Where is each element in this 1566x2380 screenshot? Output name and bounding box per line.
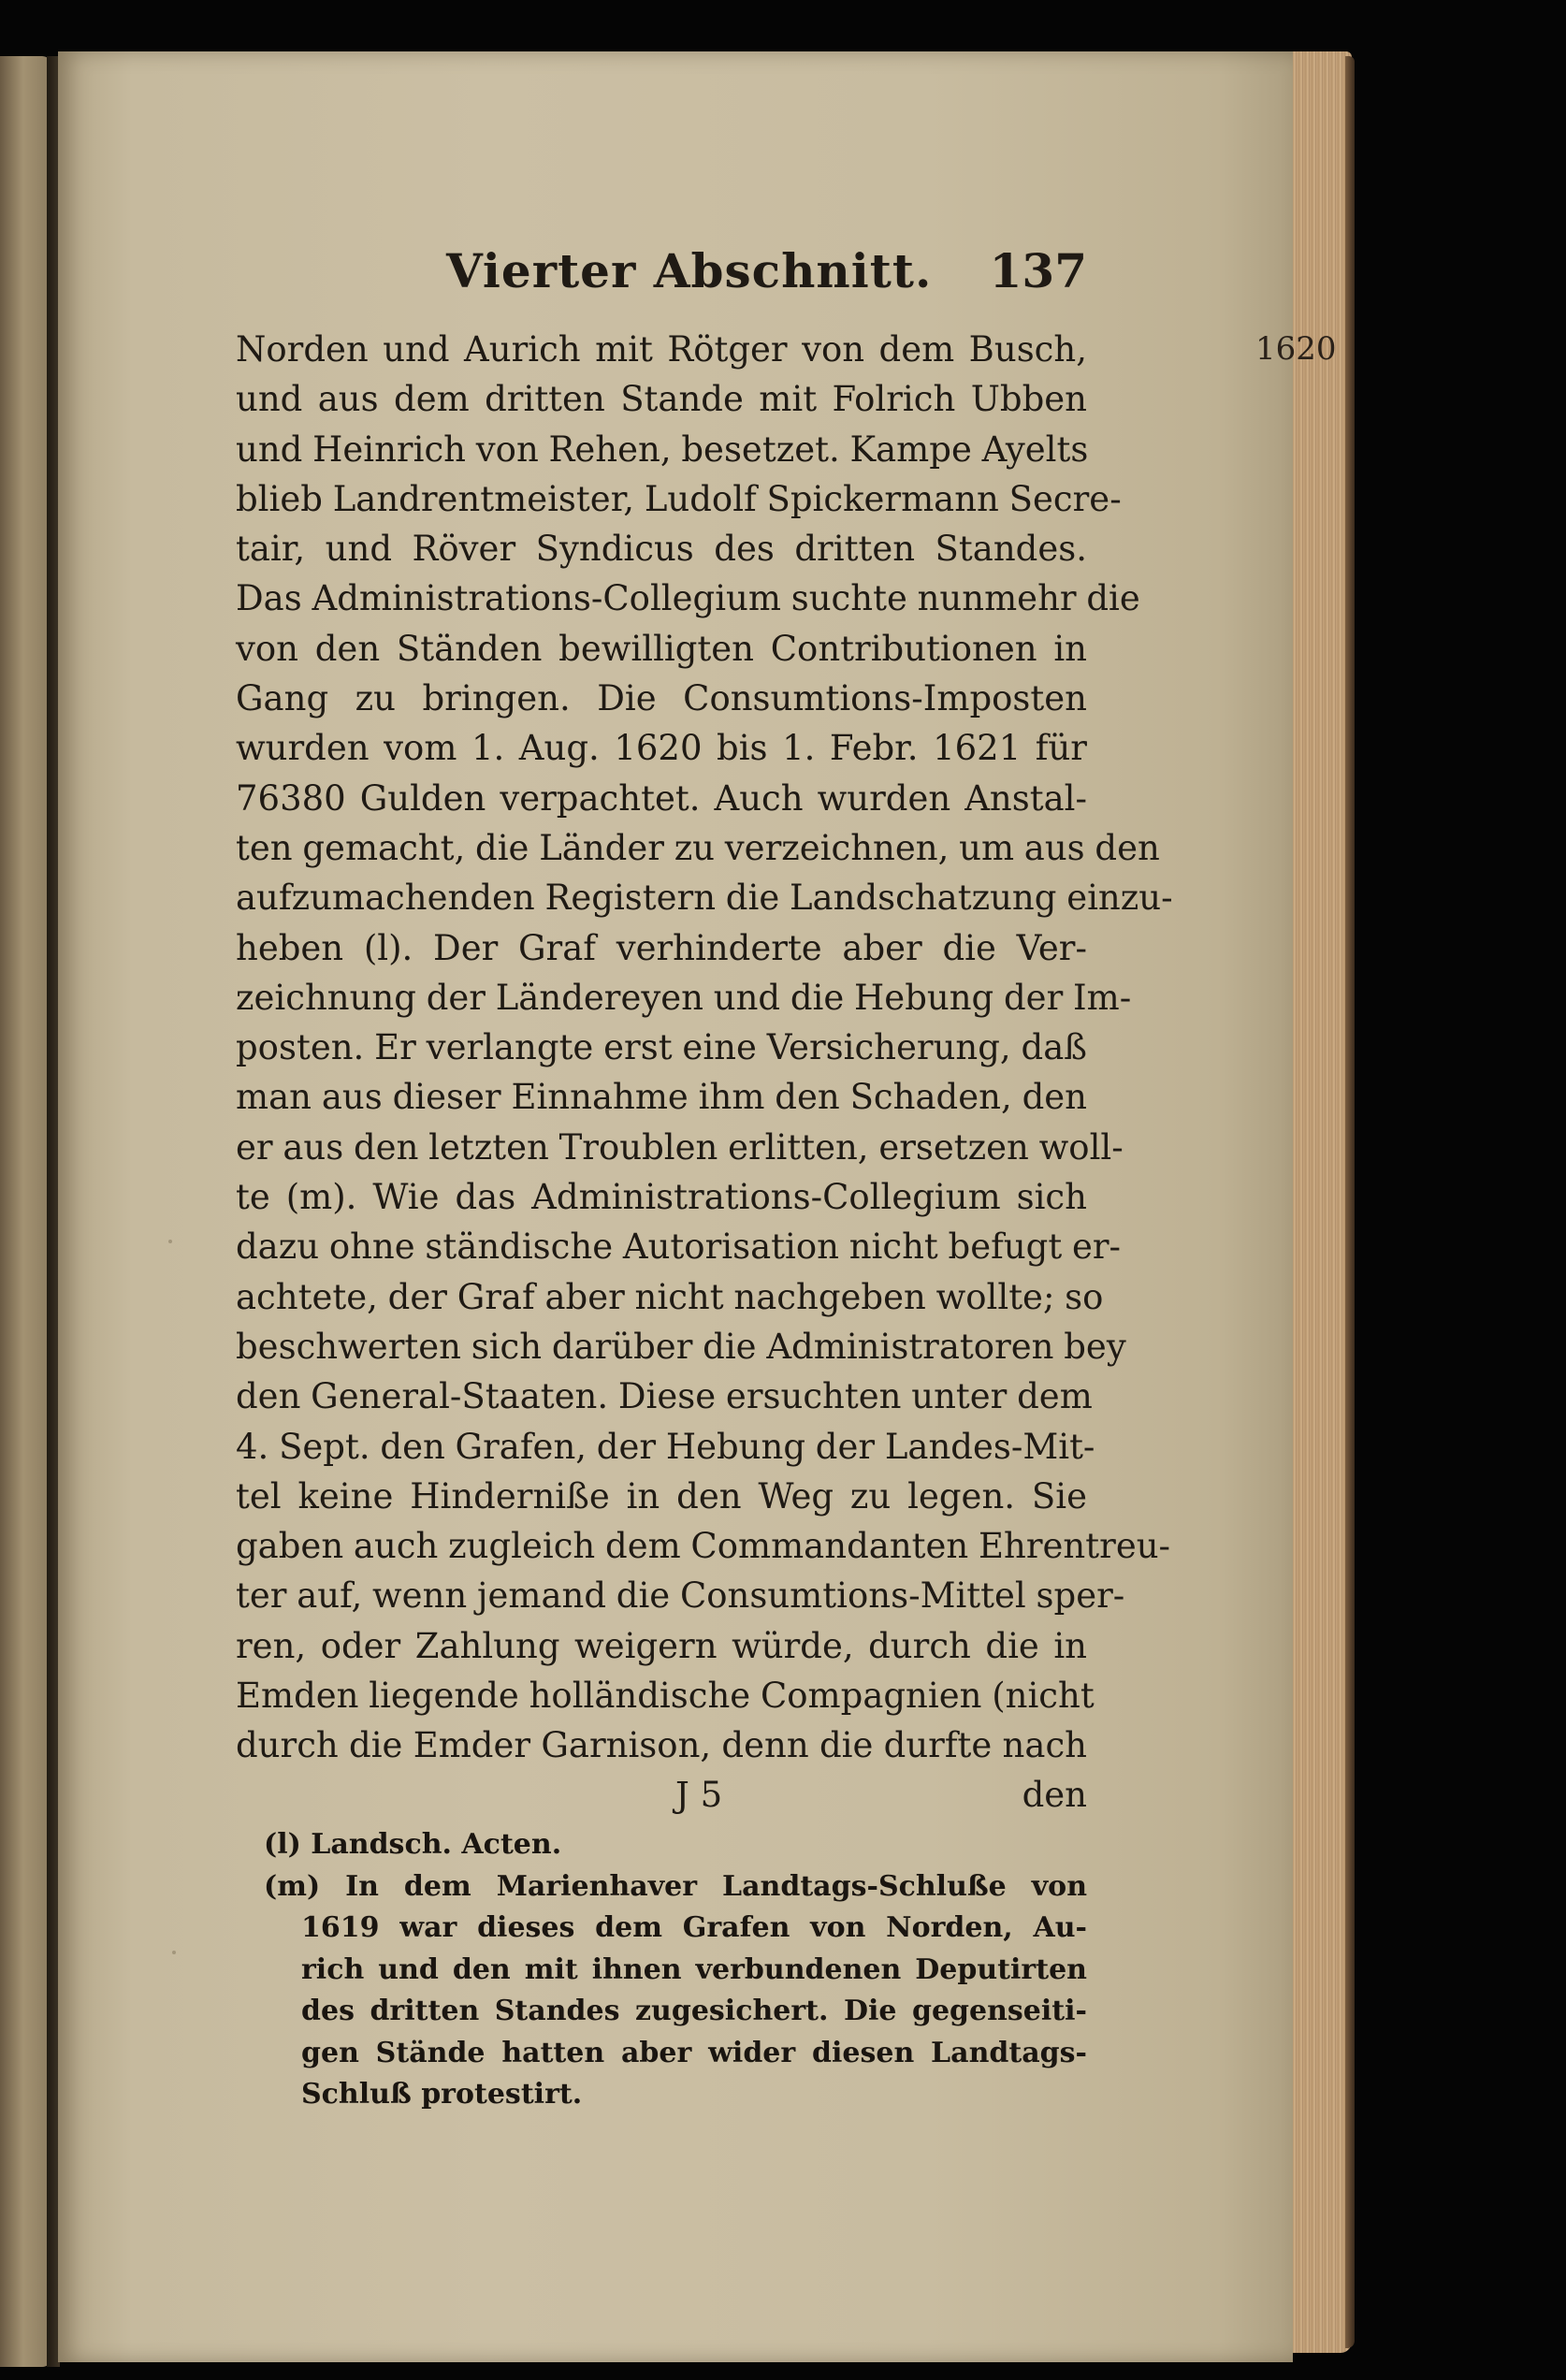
text-line: dazu ohne ständische Autorisation nicht befugt er- (236, 1226, 1122, 1268)
text-line: den General-Staaten. Diese ersuchten unter dem (236, 1376, 1093, 1417)
footnote-l: (l) Landsch. Acten. (264, 1828, 562, 1861)
text-line: man aus dieser Einnahme ihm den Schaden, den (236, 1077, 1087, 1118)
text-line: Norden und Aurich mit Rötger von dem Busch, (236, 329, 1087, 370)
text-line: 4. Sept. den Grafen, der Hebung der Landes-Mit- (236, 1426, 1095, 1467)
text-line: ter auf, wenn jemand die Consumtions-Mittel sper- (236, 1575, 1125, 1617)
text-line: tair, und Röver Syndicus des dritten Standes. (236, 529, 1087, 570)
text-line: achtete, der Graf aber nicht nachgeben wollte; so (236, 1276, 1104, 1317)
footnote-m-line: des dritten Standes zugesichert. Die gegenseiti- (301, 1995, 1087, 2027)
text-line: von den Ständen bewilligten Contributionen in (236, 628, 1087, 669)
text-line: ten gemacht, die Länder zu verzeichnen, um aus den (236, 827, 1160, 868)
margin-year-note: 1620 (1255, 330, 1337, 368)
running-title: Vierter Abschnitt. (446, 243, 933, 298)
text-line: tel keine Hinderniße in den Weg zu legen. Sie (236, 1475, 1087, 1517)
footnote-m: (m) In dem Marienhaver Landtags-Schluße von (264, 1869, 1087, 1903)
text-line: durch die Emder Garnison, denn die durfte nach (236, 1725, 1087, 1766)
signature-row (236, 1769, 1087, 1821)
running-head (236, 243, 1087, 309)
previous-page-edge (0, 56, 51, 2367)
text-line: gaben auch zugleich dem Commandanten Ehrentreu- (236, 1526, 1171, 1567)
footnote-m-line: rich und den mit ihnen verbundenen Deputirten (301, 1952, 1087, 1986)
text-line: zeichnung der Ländereyen und die Hebung der Im- (236, 977, 1132, 1018)
text-line: Gang zu bringen. Die Consumtions-Imposten (236, 678, 1087, 719)
body-text (236, 325, 1173, 1771)
paper-speck (172, 1951, 176, 1954)
paper-speck (168, 1240, 172, 1243)
text-line: heben (l). Der Graf verhinderte aber die Ver- (236, 927, 1087, 968)
footnote-m-line: 1619 war dieses dem Grafen von Norden, Au- (301, 1911, 1087, 1944)
text-line: er aus den letzten Troublen erlitten, ersetzen woll- (236, 1126, 1124, 1168)
text-line: posten. Er verlangte erst eine Versicherung, daß (236, 1027, 1087, 1068)
book-cover-edge (1345, 56, 1355, 2348)
catchword: den (1022, 1775, 1087, 1815)
text-line: wurden vom 1. Aug. 1620 bis 1. Febr. 1621 für (236, 728, 1087, 769)
footnotes (264, 1824, 1087, 2116)
text-line: aufzumachenden Registern die Landschatzung einzu- (236, 878, 1173, 919)
text-line: beschwerten sich darüber die Administratoren bey (236, 1326, 1126, 1367)
text-line: Das Administrations-Collegium suchte nunmehr die (236, 578, 1140, 619)
footnote-m-line: Schluß protestirt. (301, 2078, 583, 2111)
text-line: und Heinrich von Rehen, besetzet. Kampe Ayelts (236, 428, 1089, 470)
text-line: te (m). Wie das Administrations-Collegium sich (236, 1177, 1087, 1218)
text-line: blieb Landrentmeister, Ludolf Spickermann Secre- (236, 478, 1122, 519)
text-line: 76380 Gulden verpachtet. Auch wurden Anstal- (236, 777, 1087, 819)
book-page (58, 51, 1337, 2362)
text-line: ren, oder Zahlung weigern würde, durch die in (236, 1625, 1087, 1666)
text-line: und aus dem dritten Stande mit Folrich Ubben (236, 379, 1087, 420)
text-line: Emden liegende holländische Compagnien (nicht (236, 1676, 1095, 1717)
page-number: 137 (989, 243, 1087, 298)
signature-mark: J 5 (675, 1775, 723, 1815)
footnote-m-line: gen Stände hatten aber wider diesen Landtags- (301, 2036, 1087, 2069)
